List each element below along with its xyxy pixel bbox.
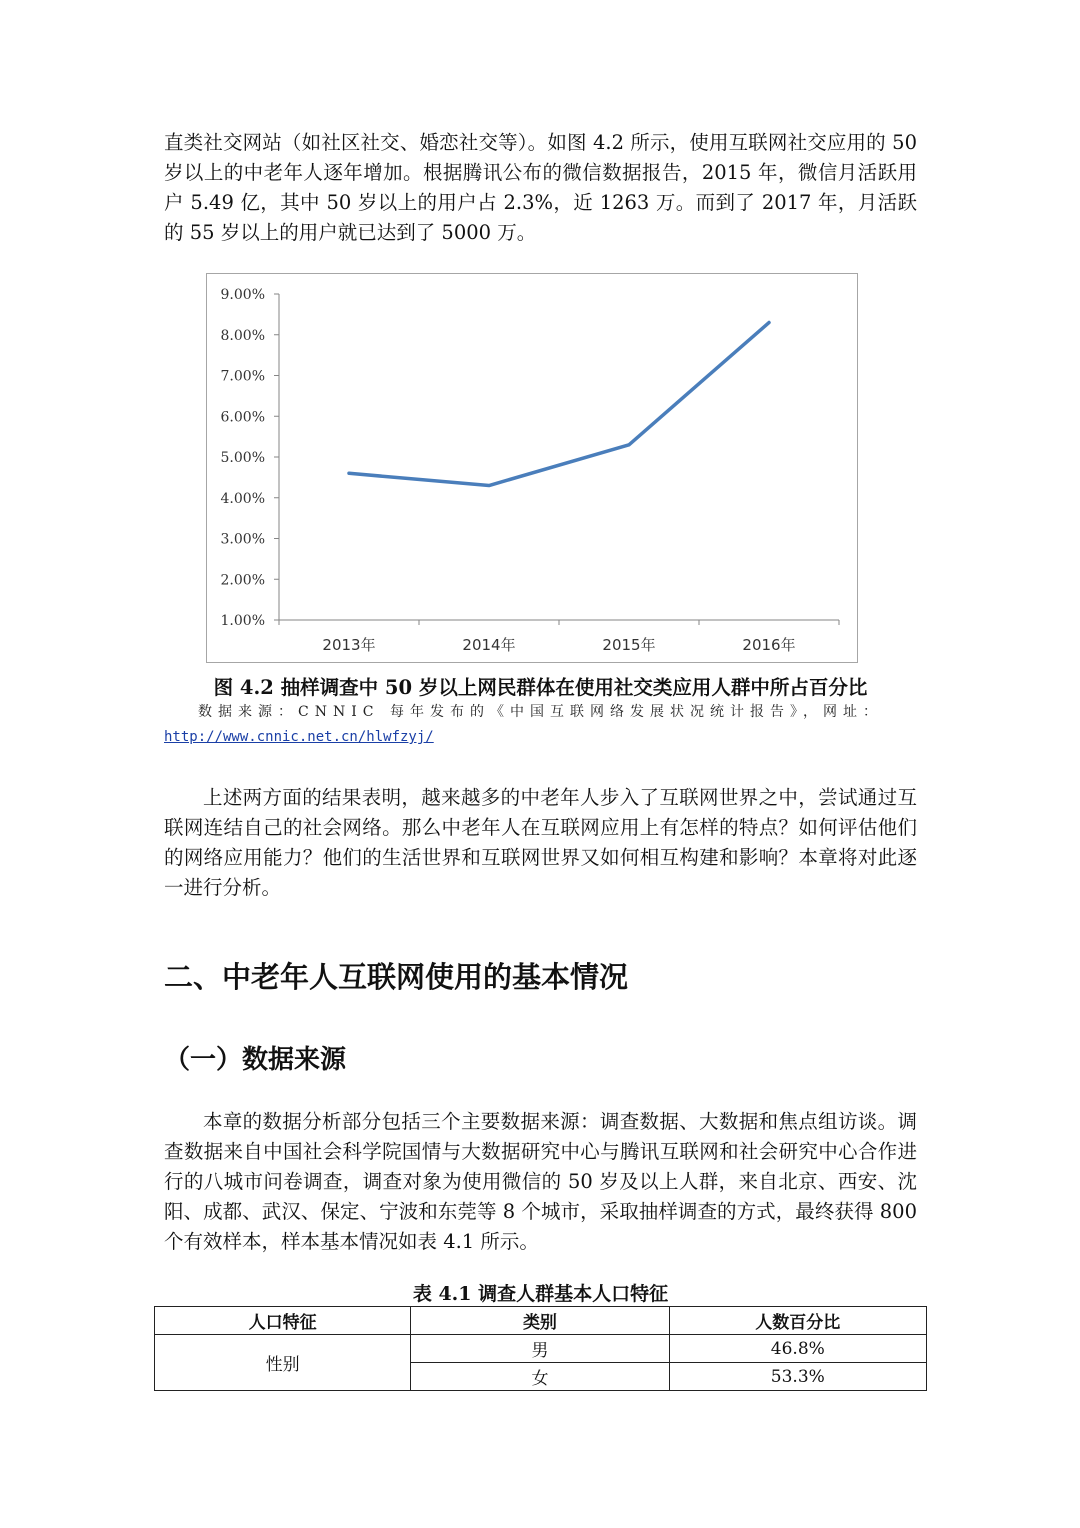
y-tick-label: 3.00% <box>220 531 265 548</box>
demographics-table <box>154 1306 927 1391</box>
paragraph-intro <box>164 128 917 248</box>
y-tick-label: 5.00% <box>220 450 265 466</box>
x-tick-label: 2015年 <box>602 636 656 654</box>
table-cell-category: 男 <box>411 1335 669 1363</box>
table-caption: 表 4.1 调查人群基本人口特征 <box>412 1283 669 1305</box>
table-header-row <box>155 1307 927 1335</box>
figure-caption: 图 4.2 抽样调查中 50 岁以上网民群体在使用社交类应用人群中所占百分比 <box>213 676 868 699</box>
line-chart <box>206 273 858 663</box>
table-cell-percent: 46.8% <box>669 1335 926 1363</box>
x-tick-label: 2013年 <box>322 636 376 654</box>
table-header-cell: 类别 <box>411 1307 669 1335</box>
y-tick-label: 9.00% <box>220 287 265 303</box>
table-row <box>155 1335 927 1363</box>
y-tick-label: 2.00% <box>220 572 265 589</box>
table-header-cell: 人口特征 <box>155 1307 411 1335</box>
y-tick-label: 6.00% <box>220 409 265 426</box>
x-tick-label: 2014年 <box>462 636 516 654</box>
table-cell-category: 女 <box>411 1363 669 1391</box>
table-cell-percent: 53.3% <box>669 1363 926 1391</box>
chart-svg <box>207 274 859 664</box>
series-line <box>349 323 769 486</box>
y-tick-label: 4.00% <box>220 490 265 507</box>
table-group-cell: 性别 <box>155 1335 411 1391</box>
y-tick-label: 1.00% <box>220 613 265 629</box>
paragraph-data-source <box>164 1107 917 1257</box>
y-tick-label: 8.00% <box>220 327 265 344</box>
paragraph-data-source-text: 本章的数据分析部分包括三个主要数据来源：调查数据、大数据和焦点组访谈。调查数据来自中国社会科学院国情与大数据研究中心与腾讯互联网和社会研究中心合作进行的八城市问卷调查，调查对象为使用微信的 50 岁及以上人群，来自北京、西安、沈阳、成都、武汉、保定、宁波和东莞等 8 个城市，采取抽样调查的方式，最终获得 800 个有效样本，样本基本情况如表 4.1 所示。 <box>164 1110 917 1253</box>
x-tick-label: 2016年 <box>742 636 796 654</box>
y-tick-label: 7.00% <box>220 368 265 385</box>
table-header-cell: 人数百分比 <box>669 1307 926 1335</box>
subsection-heading: （一）数据来源 <box>164 1045 347 1075</box>
paragraph-summary-text: 上述两方面的结果表明，越来越多的中老年人步入了互联网世界之中，尝试通过互联网连结自己的社会网络。那么中老年人在互联网应用上有怎样的特点？如何评估他们的网络应用能力？他们的生活世界和互联网世界又如何相互构建和影响？本章将对此逐一进行分析。 <box>164 786 917 899</box>
source-text: 数据来源：CNNIC 每年发布的《中国互联网络发展状况统计报告》，网址： <box>198 704 883 720</box>
paragraph-intro-text: 直类社交网站（如社区社交、婚恋社交等）。如图 4.2 所示，使用互联网社交应用的 50 岁以上的中老年人逐年增加。根据腾讯公布的微信数据报告，2015 年，微信月活跃用户 5.49 亿，其中 50 岁以上的用户占 2.3%，近 1263 万。而到了 2017 年，月活跃的 55 岁以上的用户就已达到了 5000 万。 <box>164 131 917 244</box>
section-heading: 二、中老年人互联网使用的基本情况 <box>164 960 629 994</box>
paragraph-summary <box>164 783 917 903</box>
source-link[interactable]: http://www.cnnic.net.cn/hlwfzyj/ <box>164 729 434 745</box>
